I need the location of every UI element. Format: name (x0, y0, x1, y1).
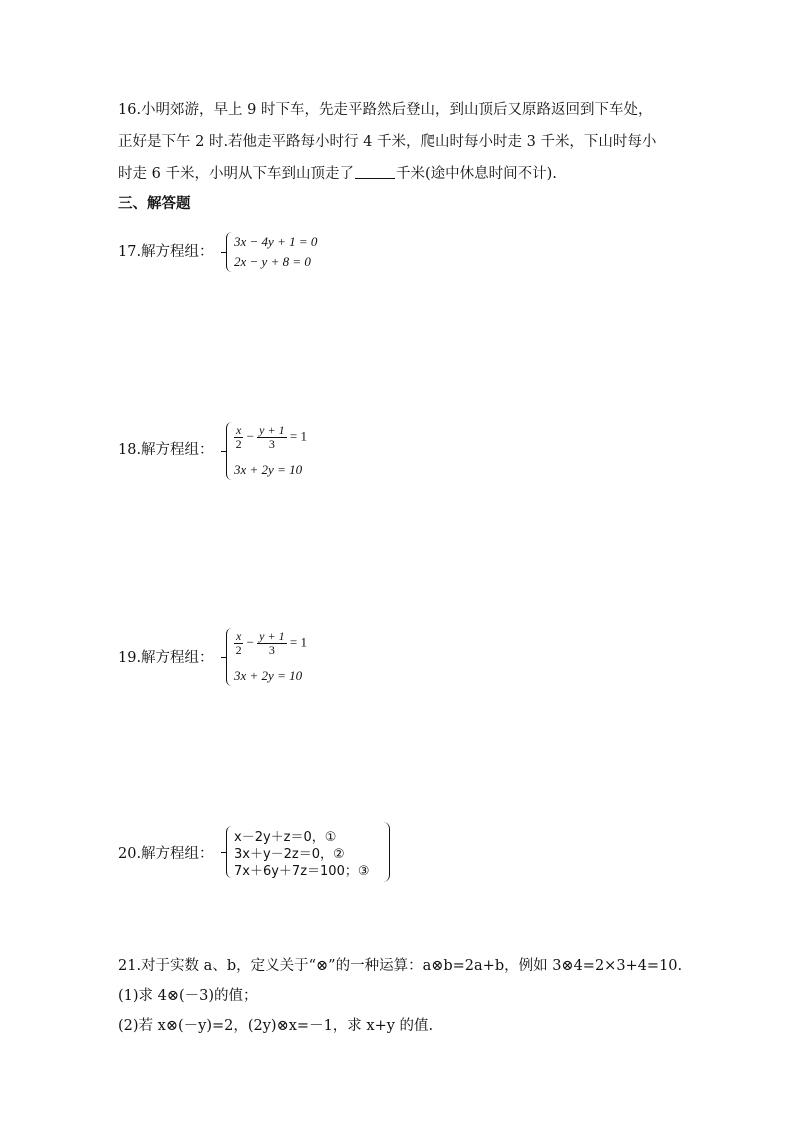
q16-answer-blank (355, 164, 395, 179)
q19-frac-2: $\frac{y + 1}{3}$ (259, 629, 285, 657)
q17-label: 17.解方程组： (118, 244, 214, 260)
q17-brace (226, 232, 233, 272)
section-heading: 三、解答题 (118, 195, 191, 212)
q17-eq-2: 2x − y + 8 = 0 (234, 254, 311, 269)
q19-system (226, 628, 336, 686)
q20-brace (226, 826, 233, 878)
q19-label: 19.解方程组： (118, 650, 214, 666)
q19-eq-2: 3x + 2y = 10 (234, 668, 303, 683)
q16-line-2: 正好是下午 2 时.若他走平路每小时行 4 千米，爬山时每小时走 3 千米，下山时每小 (118, 134, 657, 150)
q16-line-3-text-b: 千米(途中休息时间不计). (395, 166, 557, 182)
q18-label: 18.解方程组： (118, 442, 214, 458)
q21-line-2: (1)求 4⊗(－3)的值； (118, 988, 258, 1004)
q20-label: 20.解方程组： (118, 846, 214, 862)
q20-eq-2: 3x＋y－2z＝0，② (234, 847, 345, 862)
q18-brace (226, 422, 233, 480)
q18-eq-1: $\frac{x}{2}$ − $\frac{y + 1}{3}$ = 1 (235, 423, 307, 451)
q19-eq-1: $\frac{x}{2}$ − $\frac{y + 1}{3}$ = 1 (235, 629, 307, 657)
q20-eq-1: x－2y＋z＝0，① (234, 830, 337, 845)
q18-frac-1: $\frac{x}{2}$ (235, 423, 242, 451)
q21-line-3: (2)若 x⊗(－y)=2，(2y)⊗x=－1，求 x+y 的值. (118, 1018, 434, 1034)
q17-system (226, 232, 336, 272)
q18-eq-2: 3x + 2y = 10 (234, 462, 303, 477)
q16-line-1: 16.小明郊游，早上 9 时下车，先走平路然后登山，到山顶后又原路返回到下车处， (118, 102, 653, 118)
q16-line-3 (118, 164, 557, 184)
q18-system (226, 422, 336, 480)
q20-right-paren (383, 822, 390, 882)
q18-frac-2: $\frac{y + 1}{3}$ (259, 423, 285, 451)
q21-line-1: 21.对于实数 a、b，定义关于“⊗”的一种运算：a⊗b=2a+b，例如 3⊗4=2×3+4=10. (118, 958, 683, 974)
q20-system (226, 826, 386, 878)
q19-brace (226, 628, 233, 686)
q17-eq-1: 3x − 4y + 1 = 0 (234, 234, 318, 249)
q19-frac-1: $\frac{x}{2}$ (235, 629, 242, 657)
q16-line-3-text-a: 时走 6 千米，小明从下车到山顶走了 (118, 166, 354, 182)
q20-eq-3: 7x＋6y＋7z＝100；③ (234, 864, 370, 879)
